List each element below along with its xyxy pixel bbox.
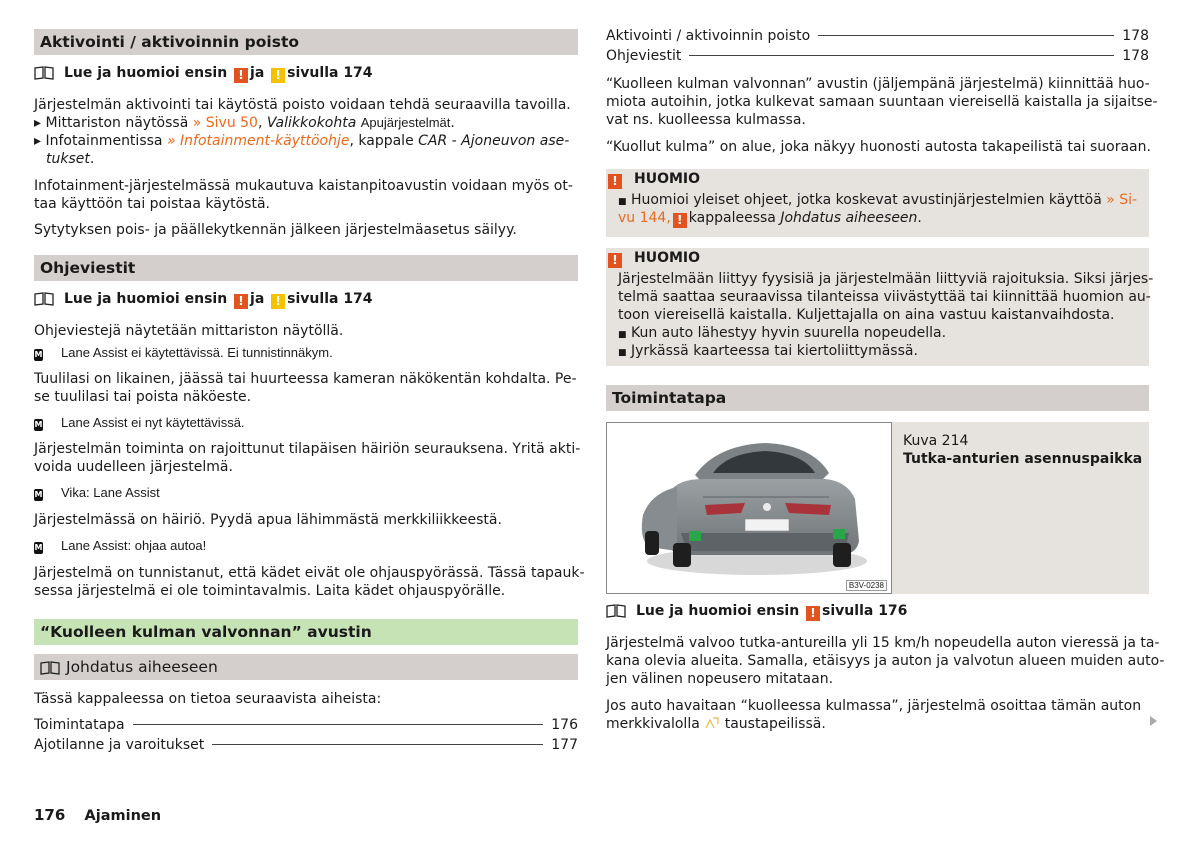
- paragraph: Järjestelmä valvoo tutka-antureilla yli 15 km/h nopeudella auton vieressä ja ta-: [606, 635, 1160, 651]
- paragraph: “Kuollut kulma” on alue, joka näkyy huonosti autosta takapeilistä tai suoraan.: [606, 139, 1151, 155]
- warning-icon: !: [806, 606, 820, 621]
- square-bullet-icon: ■: [618, 348, 627, 358]
- chapter-header-blind-spot: [34, 619, 578, 645]
- page-link[interactable]: vu 144,: [618, 210, 671, 226]
- toc-entry[interactable]: Ajotilanne ja varoitukset 177: [34, 737, 578, 753]
- warning-note: ! HUOMIO ■ Huomioi yleiset ohjeet, jotka koskevat avustinjärjestelmien käyttöä » Si- vu 144, ! kappaleessa Johdatus aiheeseen.: [606, 169, 1149, 237]
- section-header-activation: [34, 29, 578, 55]
- paragraph: Infotainment-järjestelmässä mukautuva kaistanpitoavustin voidaan myös ot-: [34, 178, 573, 194]
- toc-entry[interactable]: Aktivointi / aktivoinnin poisto 178: [606, 28, 1149, 44]
- section-header-messages: [34, 255, 578, 281]
- read-first-line: Lue ja huomioi ensin ! ja ! sivulla 174: [34, 290, 373, 309]
- caution-icon: !: [271, 294, 285, 309]
- paragraph: Tässä kappaleessa on tietoa seuraavista aiheista:: [34, 691, 382, 707]
- paragraph: Jos auto havaitaan “kuolleessa kulmassa”, järjestelmä osoittaa tämän auton: [606, 698, 1142, 714]
- note-heading: HUOMIO: [634, 171, 701, 187]
- read-first-line: Lue ja huomioi ensin ! sivulla 176: [606, 602, 907, 621]
- message-line: M Vika: Lane Assist: [34, 485, 160, 500]
- warning-note: ! HUOMIO Järjestelmään liittyy fyysisiä ja järjestelmään liittyviä rajoituksia. Siksi järjes- telmä saattaa seuraavissa tilanteissa viivästyttää tai kiinnittää huomion au- toon viereisellä kaistalla. Kuljettajalla on aina vastuu kaistanvaihdosta. ■ Kun auto lähestyy hyvin suurella nopeudella. ■ Jyrkässä kaarteessa tai kiertoliittymässä.: [606, 248, 1149, 366]
- book-icon: [34, 66, 54, 80]
- figure-number: Kuva 214: [903, 433, 969, 449]
- paragraph: Tuulilasi on likainen, jäässä tai huurteessa kameran näkökentän kohdalta. Pe-: [34, 371, 577, 387]
- caution-icon: !: [271, 68, 285, 83]
- section-title: Toimintatapa: [612, 389, 727, 407]
- bullet-item: ▸ Infotainmentissa » Infotainment-käyttöohje, kappale CAR - Ajoneuvon ase-: [34, 133, 570, 149]
- figure-caption: Tutka-anturien asennuspaikka: [903, 451, 1143, 467]
- paragraph: “Kuolleen kulman valvonnan” avustin (jäljempänä järjestelmä) kiinnittää huo-: [606, 76, 1150, 92]
- page-footer: [34, 806, 161, 824]
- note-heading: HUOMIO: [634, 250, 701, 266]
- message-line: M Lane Assist ei nyt käytettävissä.: [34, 415, 245, 430]
- display-icon: M: [34, 543, 43, 552]
- square-bullet-icon: ■: [618, 197, 627, 207]
- intro-header: [34, 654, 578, 680]
- message-line: M Lane Assist ei käytettävissä. Ei tunnistinnäkym.: [34, 345, 333, 360]
- warning-icon: !: [608, 253, 622, 268]
- book-icon: [34, 292, 54, 306]
- paragraph: Järjestelmän aktivointi tai käytöstä poisto voidaan tehdä seuraavilla tavoilla.: [34, 97, 571, 113]
- display-icon: M: [34, 490, 43, 499]
- display-icon: M: [34, 350, 43, 359]
- section-header-function: [606, 385, 1149, 411]
- display-icon: M: [34, 420, 43, 429]
- paragraph-with-icon: merkkivalolla taustapeilissä.: [606, 716, 826, 732]
- warning-icon: !: [608, 174, 622, 189]
- book-icon: [40, 661, 60, 675]
- page-link[interactable]: » Sivu 50: [192, 115, 258, 131]
- bullet-arrow-icon: ▸: [34, 115, 42, 131]
- page-number: 176: [34, 806, 66, 824]
- manual-link[interactable]: » Infotainment-käyttöohje: [166, 133, 350, 149]
- toc-entry[interactable]: Toimintatapa 176: [34, 717, 578, 733]
- section-title: Aktivointi / aktivoinnin poisto: [40, 33, 300, 51]
- intro-title: Johdatus aiheeseen: [66, 658, 218, 676]
- message-line: M Lane Assist: ohjaa autoa!: [34, 538, 207, 553]
- read-first-line: Lue ja huomioi ensin ! ja ! sivulla 174: [34, 64, 373, 83]
- section-title: Ohjeviestit: [40, 259, 136, 277]
- car-rear-image: [606, 422, 892, 594]
- bullet-arrow-icon: ▸: [34, 133, 42, 149]
- chapter-title: “Kuolleen kulman valvonnan” avustin: [40, 623, 372, 641]
- paragraph: Sytytyksen pois- ja päällekytkennän jälkeen järjestelmäasetus säilyy.: [34, 222, 517, 238]
- continue-arrow-icon: [1150, 716, 1157, 726]
- footer-section: Ajaminen: [84, 808, 162, 824]
- warning-icon: !: [234, 294, 248, 309]
- figure: [606, 422, 1149, 594]
- paragraph: Järjestelmän toiminta on rajoittunut tilapäisen häiriön seurauksena. Yritä akti-: [34, 441, 581, 457]
- mirror-indicator-icon: [704, 716, 720, 730]
- page-link[interactable]: » Si-: [1106, 192, 1138, 208]
- paragraph: Järjestelmässä on häiriö. Pyydä apua lähimmästä merkkiliikkeestä.: [34, 512, 502, 528]
- warning-icon: !: [673, 213, 687, 228]
- figure-code: B3V-0238: [846, 580, 887, 591]
- paragraph: Järjestelmä on tunnistanut, että kädet eivät ole ohjauspyörässä. Tässä tapauk-: [34, 565, 585, 581]
- car-illustration: [607, 423, 891, 593]
- warning-icon: !: [234, 68, 248, 83]
- bullet-item: ▸ Mittariston näytössä » Sivu 50, Valikkokohta Apujärjestelmät.: [34, 115, 455, 131]
- book-icon: [606, 604, 626, 618]
- square-bullet-icon: ■: [618, 330, 627, 340]
- paragraph: Ohjeviestejä näytetään mittariston näytöllä.: [34, 323, 344, 339]
- toc-entry[interactable]: Ohjeviestit 178: [606, 48, 1149, 64]
